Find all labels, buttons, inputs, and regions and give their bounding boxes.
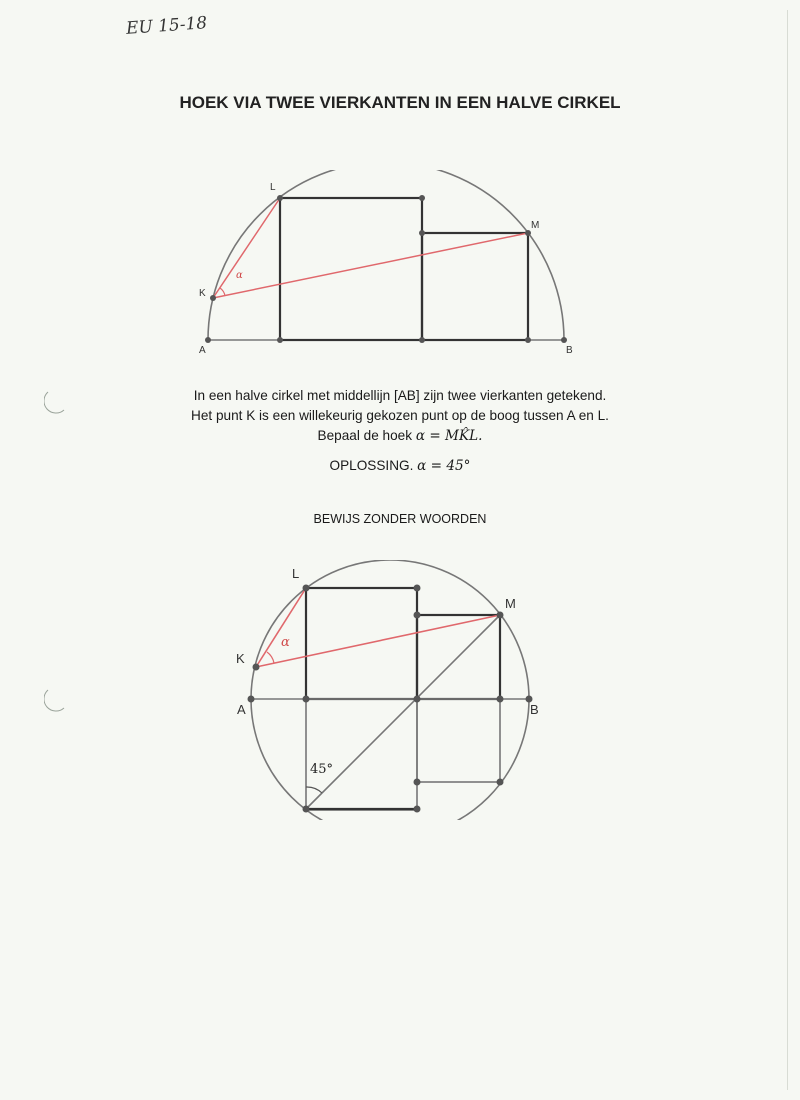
- full-circle: [251, 560, 529, 820]
- label-a: A: [199, 345, 206, 356]
- label-alpha: α: [236, 270, 243, 281]
- segment-kl: [256, 588, 306, 667]
- label-l: L: [270, 182, 276, 193]
- figure-semicircle: [0, 170, 800, 365]
- alpha-arc: [220, 288, 225, 296]
- label-a: A: [237, 702, 246, 717]
- segment-km: [256, 615, 500, 667]
- label-b: B: [566, 345, 573, 356]
- angle-45-arc: [306, 787, 322, 793]
- problem-line-3-prefix: Bepaal de hoek: [317, 428, 416, 443]
- problem-line-1: In een halve cirkel met middellijn [AB] zijn twee vierkanten getekend.: [193, 388, 607, 403]
- label-k: K: [236, 651, 245, 666]
- label-b: B: [530, 702, 539, 717]
- proof-heading: BEWIJS ZONDER WOORDEN: [313, 512, 487, 526]
- problem-line-3: [0, 426, 800, 446]
- semicircle-arc: [208, 170, 564, 340]
- handwritten-note: EU 15-18: [125, 13, 208, 39]
- punch-hole-top: [44, 390, 68, 414]
- label-45-degrees: 45°: [310, 762, 334, 777]
- problem-line-2: Het punt K is een willekeurig gekozen punt op de boog tussen A en L.: [191, 408, 609, 423]
- page-edge: [787, 10, 788, 1090]
- segment-km: [213, 233, 528, 298]
- points: [205, 195, 567, 343]
- mirrored-squares: [306, 699, 500, 810]
- problem-statement: [0, 386, 800, 446]
- small-square: [422, 233, 528, 340]
- solution-line: [0, 458, 800, 474]
- figure-full-circle: [0, 560, 800, 820]
- problem-formula: α = MK̂L.: [415, 428, 483, 444]
- solution-prefix: OPLOSSING.: [329, 458, 418, 473]
- label-m: M: [531, 220, 540, 231]
- label-l: L: [292, 566, 300, 581]
- large-square: [306, 588, 417, 699]
- diagonal: [306, 615, 500, 809]
- segment-kl: [213, 198, 280, 298]
- label-m: M: [505, 596, 516, 611]
- punch-hole-bottom: [44, 688, 68, 712]
- label-k: K: [199, 288, 206, 299]
- label-alpha: α: [281, 635, 290, 650]
- page-title: HOEK VIA TWEE VIERKANTEN IN EEN HALVE CIRKEL: [179, 93, 621, 112]
- alpha-arc: [267, 652, 274, 663]
- solution-formula: α = 45°: [417, 458, 471, 474]
